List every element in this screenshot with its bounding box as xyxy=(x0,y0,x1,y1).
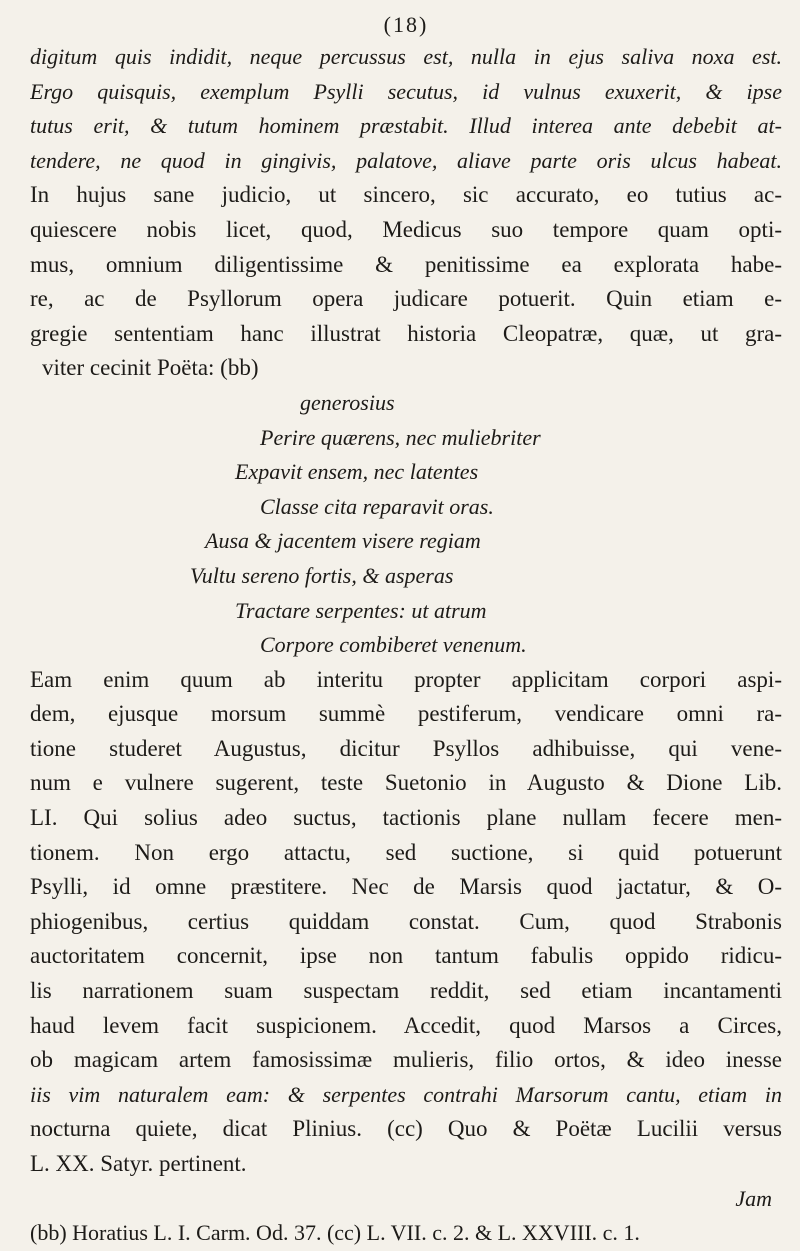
text-line: iis vim naturalem eam: & serpentes contrahi Marsorum cantu, etiam in xyxy=(30,1081,782,1107)
text-line: num e vulnere sugerent, teste Suetonio in Augusto & Dione Lib. xyxy=(30,770,782,796)
verse-line: Tractare serpentes: ut atrum xyxy=(235,597,487,623)
text-line: Psylli, id omne præstitere. Nec de Marsis quod jactatur, & O- xyxy=(30,874,782,900)
text-line: nocturna quiete, dicat Plinius. (cc) Quo & Poëtæ Lucilii versus xyxy=(30,1116,782,1142)
text-line: tutus erit, & tutum hominem præstabit. Illud interea ante debebit at- xyxy=(30,113,782,139)
verse-line: Perire quærens, nec muliebriter xyxy=(260,424,541,450)
verse-line: Classe cita reparavit oras. xyxy=(260,493,494,519)
text-line: Ergo quisquis, exemplum Psylli secutus, id vulnus exuxerit, & ipse xyxy=(30,78,782,104)
text-line: LI. Qui solius adeo suctus, tactionis plane nullam fecere men- xyxy=(30,805,782,831)
text-line: dem, ejusque morsum summè pestiferum, vendicare omni ra- xyxy=(30,701,782,727)
text-line: auctoritatem concernit, ipse non tantum fabulis oppido ridicu- xyxy=(30,943,782,969)
text-line: re, ac de Psyllorum opera judicare potuerit. Quin etiam e- xyxy=(30,286,782,312)
text-line: In hujus sane judicio, ut sincero, sic accurato, eo tutius ac- xyxy=(30,182,782,208)
verse-line: generosius xyxy=(300,389,395,415)
text-line: L. XX. Satyr. pertinent. xyxy=(30,1151,247,1176)
text-line: lis narrationem suam suspectam reddit, sed etiam incantamenti xyxy=(30,978,782,1004)
verse-line: Expavit ensem, nec latentes xyxy=(235,459,479,485)
verse-line: Ausa & jacentem visere regiam xyxy=(205,528,481,554)
text-line: tendere, ne quod in gingivis, palatove, aliave parte oris ulcus habeat. xyxy=(30,147,782,173)
page-number: (18) xyxy=(383,12,429,37)
text-line: Eam enim quum ab interitu propter applicitam corpori aspi- xyxy=(30,666,782,692)
text-line: tione studeret Augustus, dicitur Psyllos adhibuisse, qui vene- xyxy=(30,735,782,761)
text-line: tionem. Non ergo attactu, sed suctione, si quid potuerunt xyxy=(30,839,782,865)
page-body xyxy=(30,40,782,1251)
text-line: phiogenibus, certius quiddam constat. Cum, quod Strabonis xyxy=(30,908,782,934)
text-line: viter cecinit Poëta: (bb) xyxy=(42,355,259,381)
text-line: mus, omnium diligentissime & penitissime ea explorata habe- xyxy=(30,251,782,277)
text-line: haud levem facit suspicionem. Accedit, quod Marsos a Circes, xyxy=(30,1012,782,1038)
text-line: gregie sententiam hanc illustrat historia Cleopatræ, quæ, ut gra- xyxy=(30,320,782,346)
text-line: ob magicam artem famosissimæ mulieris, filio ortos, & ideo inesse xyxy=(30,1047,782,1073)
catchword: Jam xyxy=(735,1185,772,1211)
verse-line: Corpore combiberet venenum. xyxy=(260,632,527,658)
text-line: digitum quis indidit, neque percussus est, nulla in ejus saliva noxa est. xyxy=(30,44,782,69)
text-line: quiescere nobis licet, quod, Medicus suo tempore quam opti- xyxy=(30,216,782,242)
verse-line: Vultu sereno fortis, & asperas xyxy=(190,562,454,588)
footnote: (bb) Horatius L. I. Carm. Od. 37. (cc) L. VII. c. 2. & L. XXVIII. c. 1. xyxy=(30,1220,640,1246)
